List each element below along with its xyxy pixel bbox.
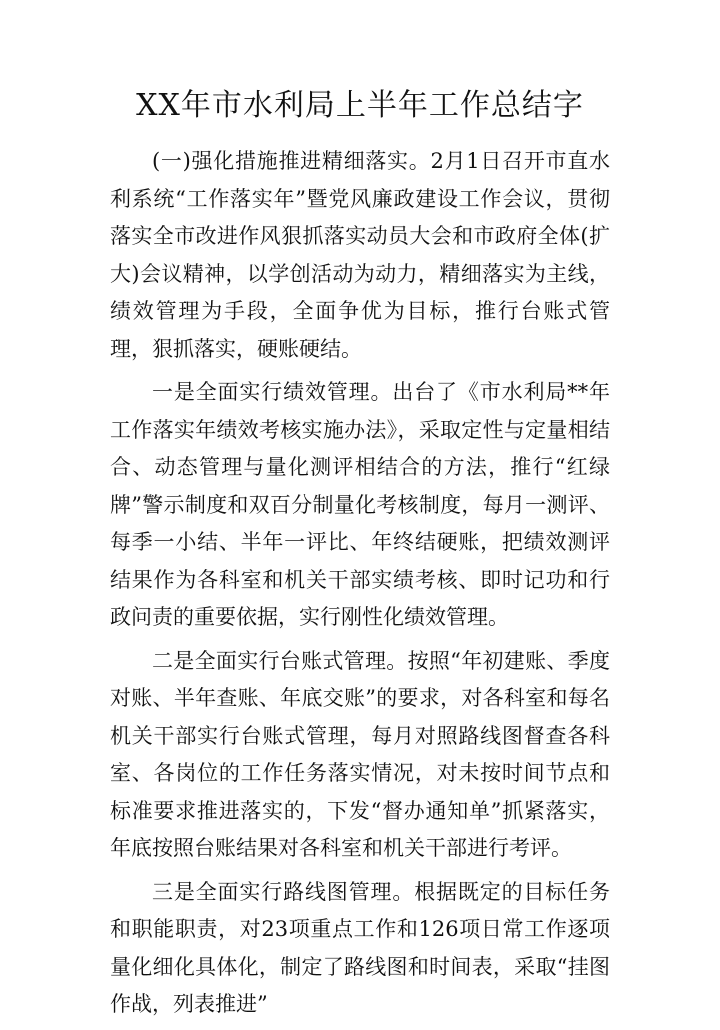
paragraph-measures: (一)强化措施推进精细落实。2月1日召开市直水利系统“工作落实年”暨党风廉政建设工作会议，贯彻落实全市改进作风狠抓落实动员大会和市政府全体(扩大)会议精神，以学创活动为动力，精细落实为主线，绩效管理为手段，全面争优为目标，推行台账式管理，狠抓落实，硬账硬结。 (110, 149, 610, 361)
paragraph-roadmap-management: 三是全面实行路线图管理。根据既定的目标任务和职能职责，对23项重点工作和126项日常工作逐项量化细化具体化，制定了路线图和时间表，采取“挂图作战，列表推进” (110, 879, 610, 1016)
document-body (110, 143, 610, 1030)
paragraph-ledger-management: 二是全面实行台账式管理。按照“年初建账、季度对账、半年查账、年底交账”的要求，对各科室和每名机关干部实行台账式管理，每月对照路线图督查各科室、各岗位的工作任务落实情况，对未按时间节点和标准要求推进落实的，下发“督办通知单”抓紧落实，年底按照台账结果对各科室和机关干部进行考评。 (110, 648, 610, 860)
paragraph-performance-management: 一是全面实行绩效管理。出台了《市水利局**年工作落实年绩效考核实施办法》，采取定性与定量相结合、动态管理与量化测评相结合的方法，推行“红绿牌”警示制度和双百分制量化考核制度，每月一测评、每季一小结、半年一评比、年终结硬账，把绩效测评结果作为各科室和机关干部实绩考核、即时记功和行政问责的重要依据，实行刚性化绩效管理。 (110, 380, 610, 629)
document-title: XX年市水利局上半年工作总结字 (136, 88, 584, 123)
